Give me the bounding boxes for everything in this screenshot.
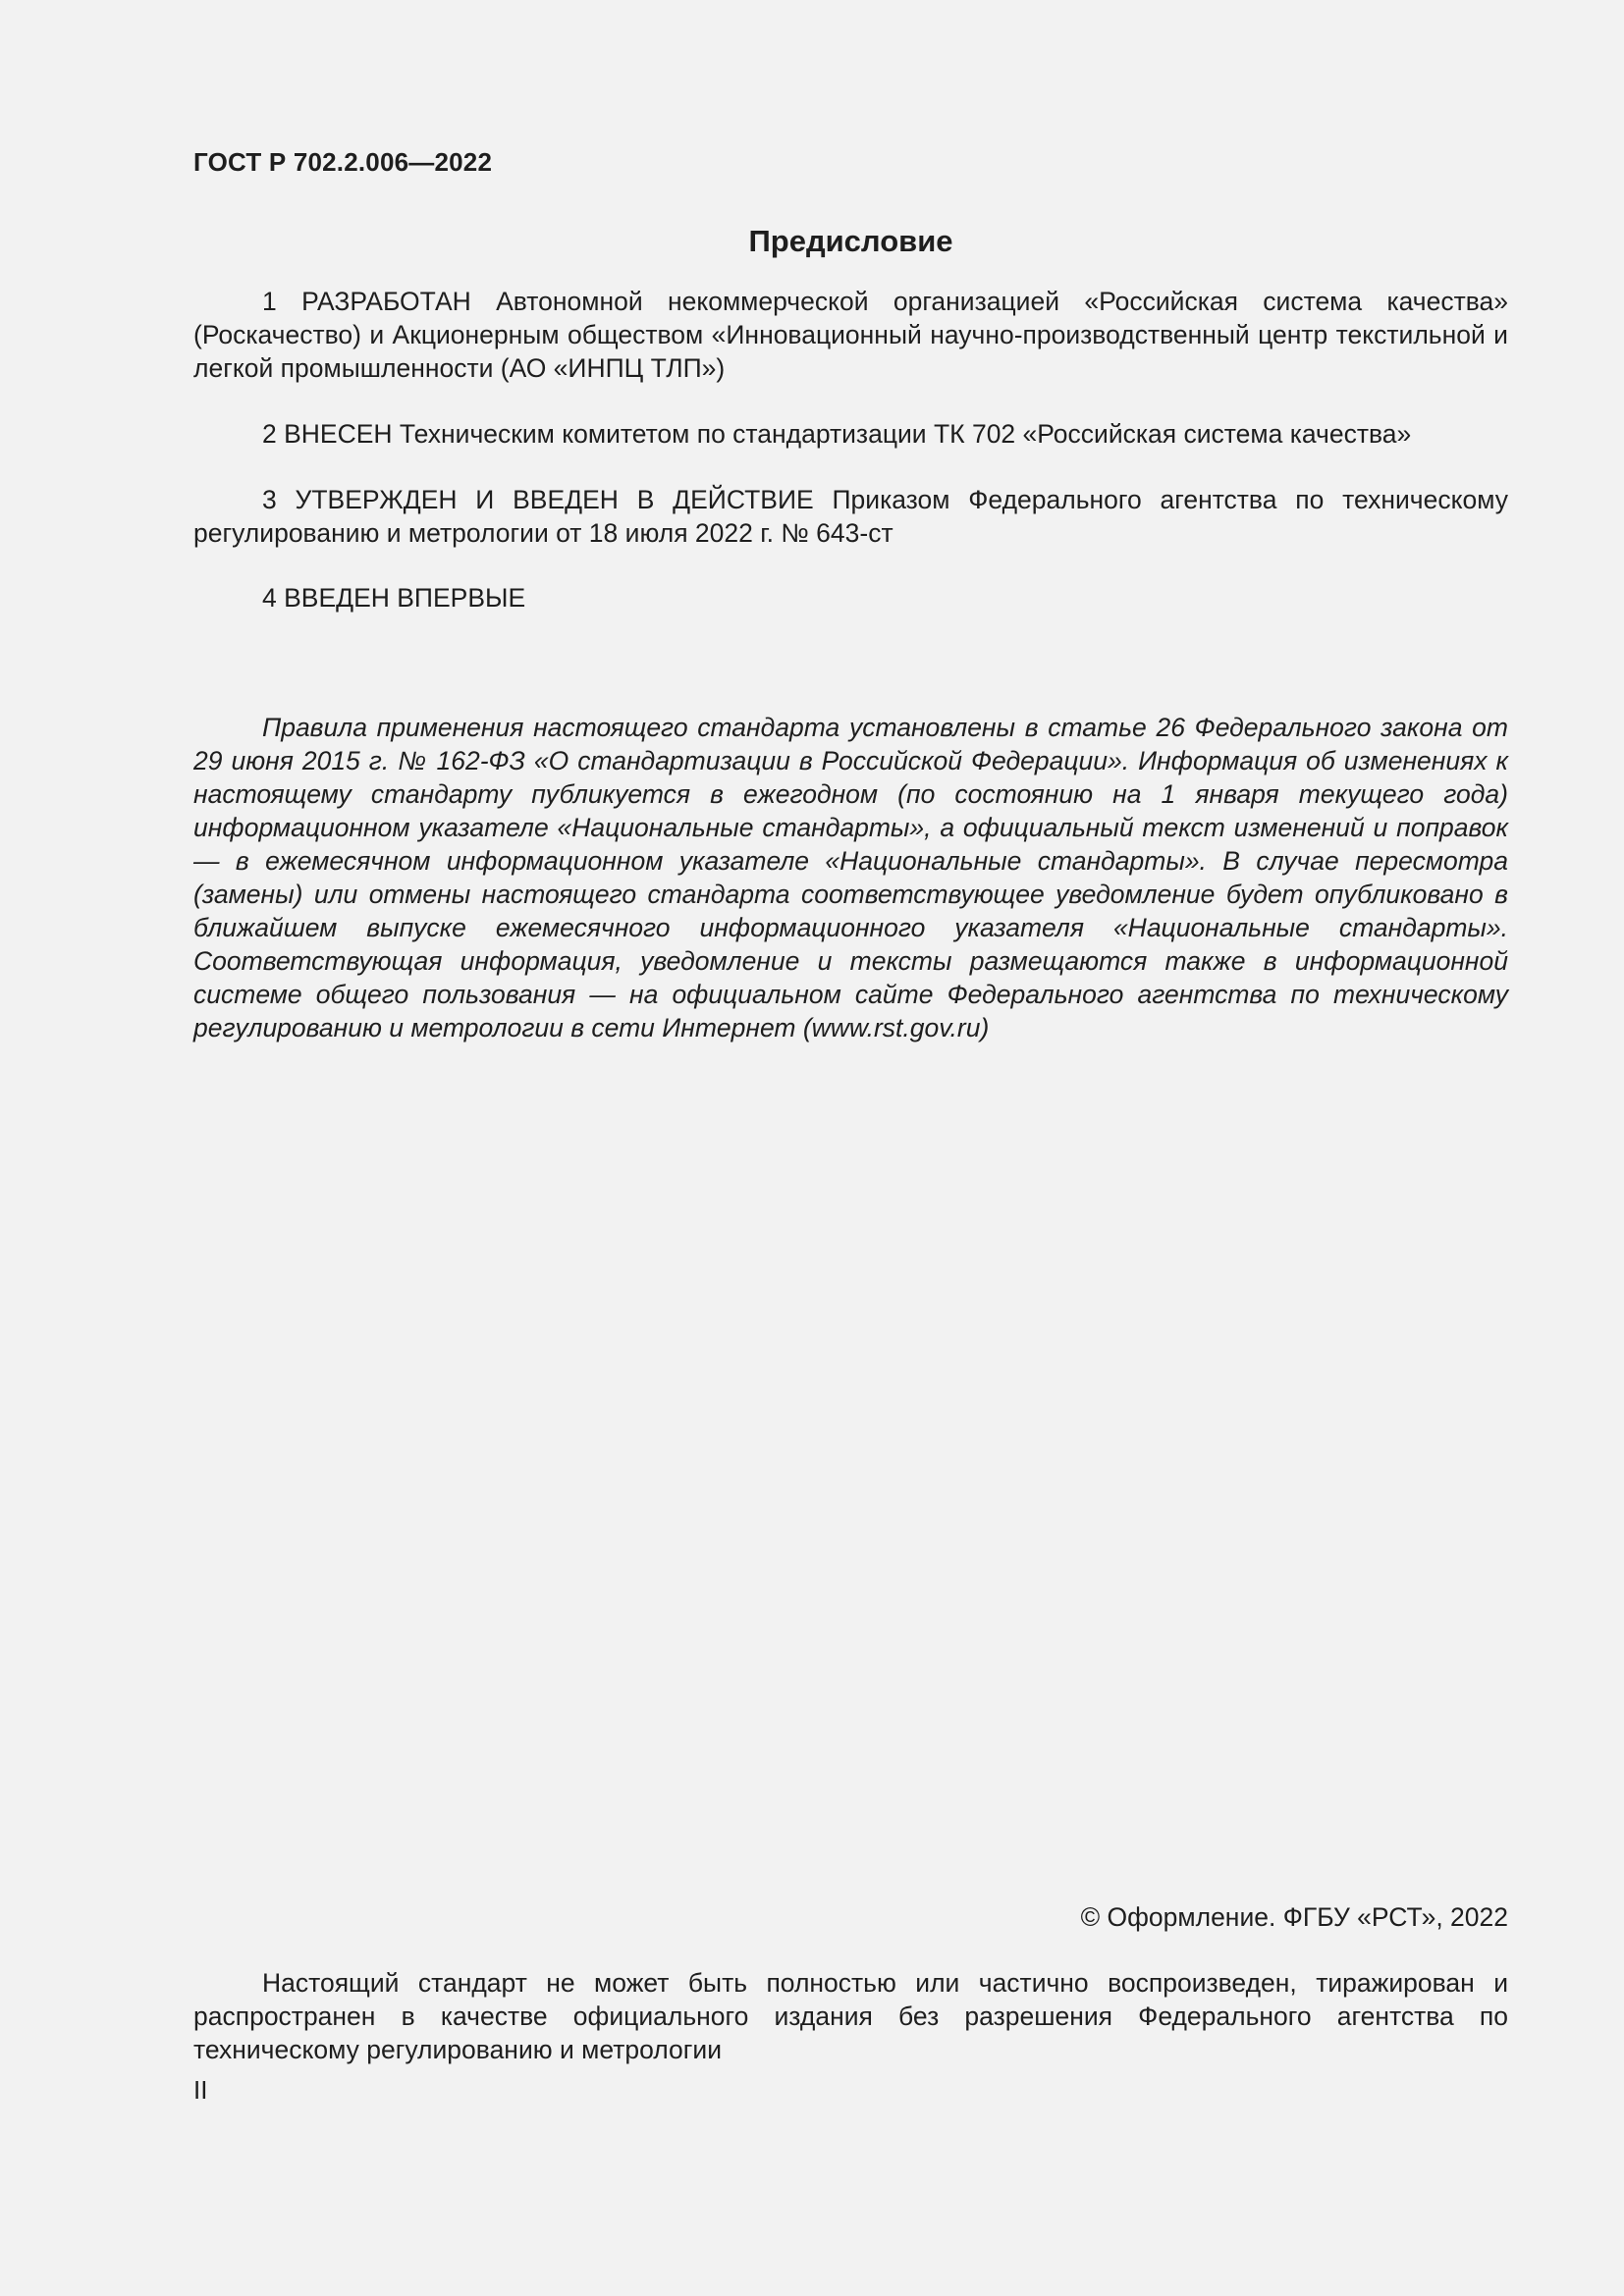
page-number: II <box>193 2075 208 2105</box>
reproduction-notice: Настоящий стандарт не может быть полностью или частично воспроизведен, тиражирован и распространен в качестве официального издания без разрешения Федерального агентства по техническому регулированию и метрологии <box>193 1968 1508 2064</box>
copyright-line: © Оформление. ФГБУ «РСТ», 2022 <box>1080 1902 1508 1932</box>
page-title: Предисловие <box>748 224 953 258</box>
foreword-item-approved: 3 УТВЕРЖДЕН И ВВЕДЕН В ДЕЙСТВИЕ Приказом Федерального агентства по техническому регулированию и метрологии от 18 июля 2022 г. № 643-ст <box>193 485 1508 548</box>
foreword-item-first-time: 4 ВВЕДЕН ВПЕРВЫЕ <box>262 583 526 613</box>
application-rules-text: Правила применения настоящего стандарта установлены в статье 26 Федерального закона от 29 июня 2015 г. № 162-ФЗ «О стандартизации в Российской Федерации». Информация об изменениях к настоящему стандарту публикуется в ежегодном (по состоянию на 1 января текущего года) информационном указателе «Национальные стандарты», а официальный текст изменений и поправок — в ежемесячном информационном указателе «Национальные стандарты». В случае пересмотра (замены) или отмены настоящего стандарта соответствующее уведомление будет опубликовано в ближайшем выпуске ежемесячного информационного указателя «Национальные стандарты». Соответствующая информация, уведомление и тексты размещаются также в информационной системе общего пользования — на официальном сайте Федерального агентства по техническому регулированию и метрологии в сети Интернет (www.rst.gov.ru) <box>193 713 1508 1042</box>
document-page <box>193 0 1508 2296</box>
foreword-item-developed: 1 РАЗРАБОТАН Автономной некоммерческой организацией «Российская система качества» (Роскачество) и Акционерным обществом «Инновационный научно-производственный центр текстильной и легкой промышленности (АО «ИНПЦ ТЛП») <box>193 287 1508 383</box>
foreword-item-introduced: 2 ВНЕСЕН Техническим комитетом по стандартизации ТК 702 «Российская система качества» <box>262 419 1412 449</box>
document-code: ГОСТ Р 702.2.006—2022 <box>193 147 493 177</box>
